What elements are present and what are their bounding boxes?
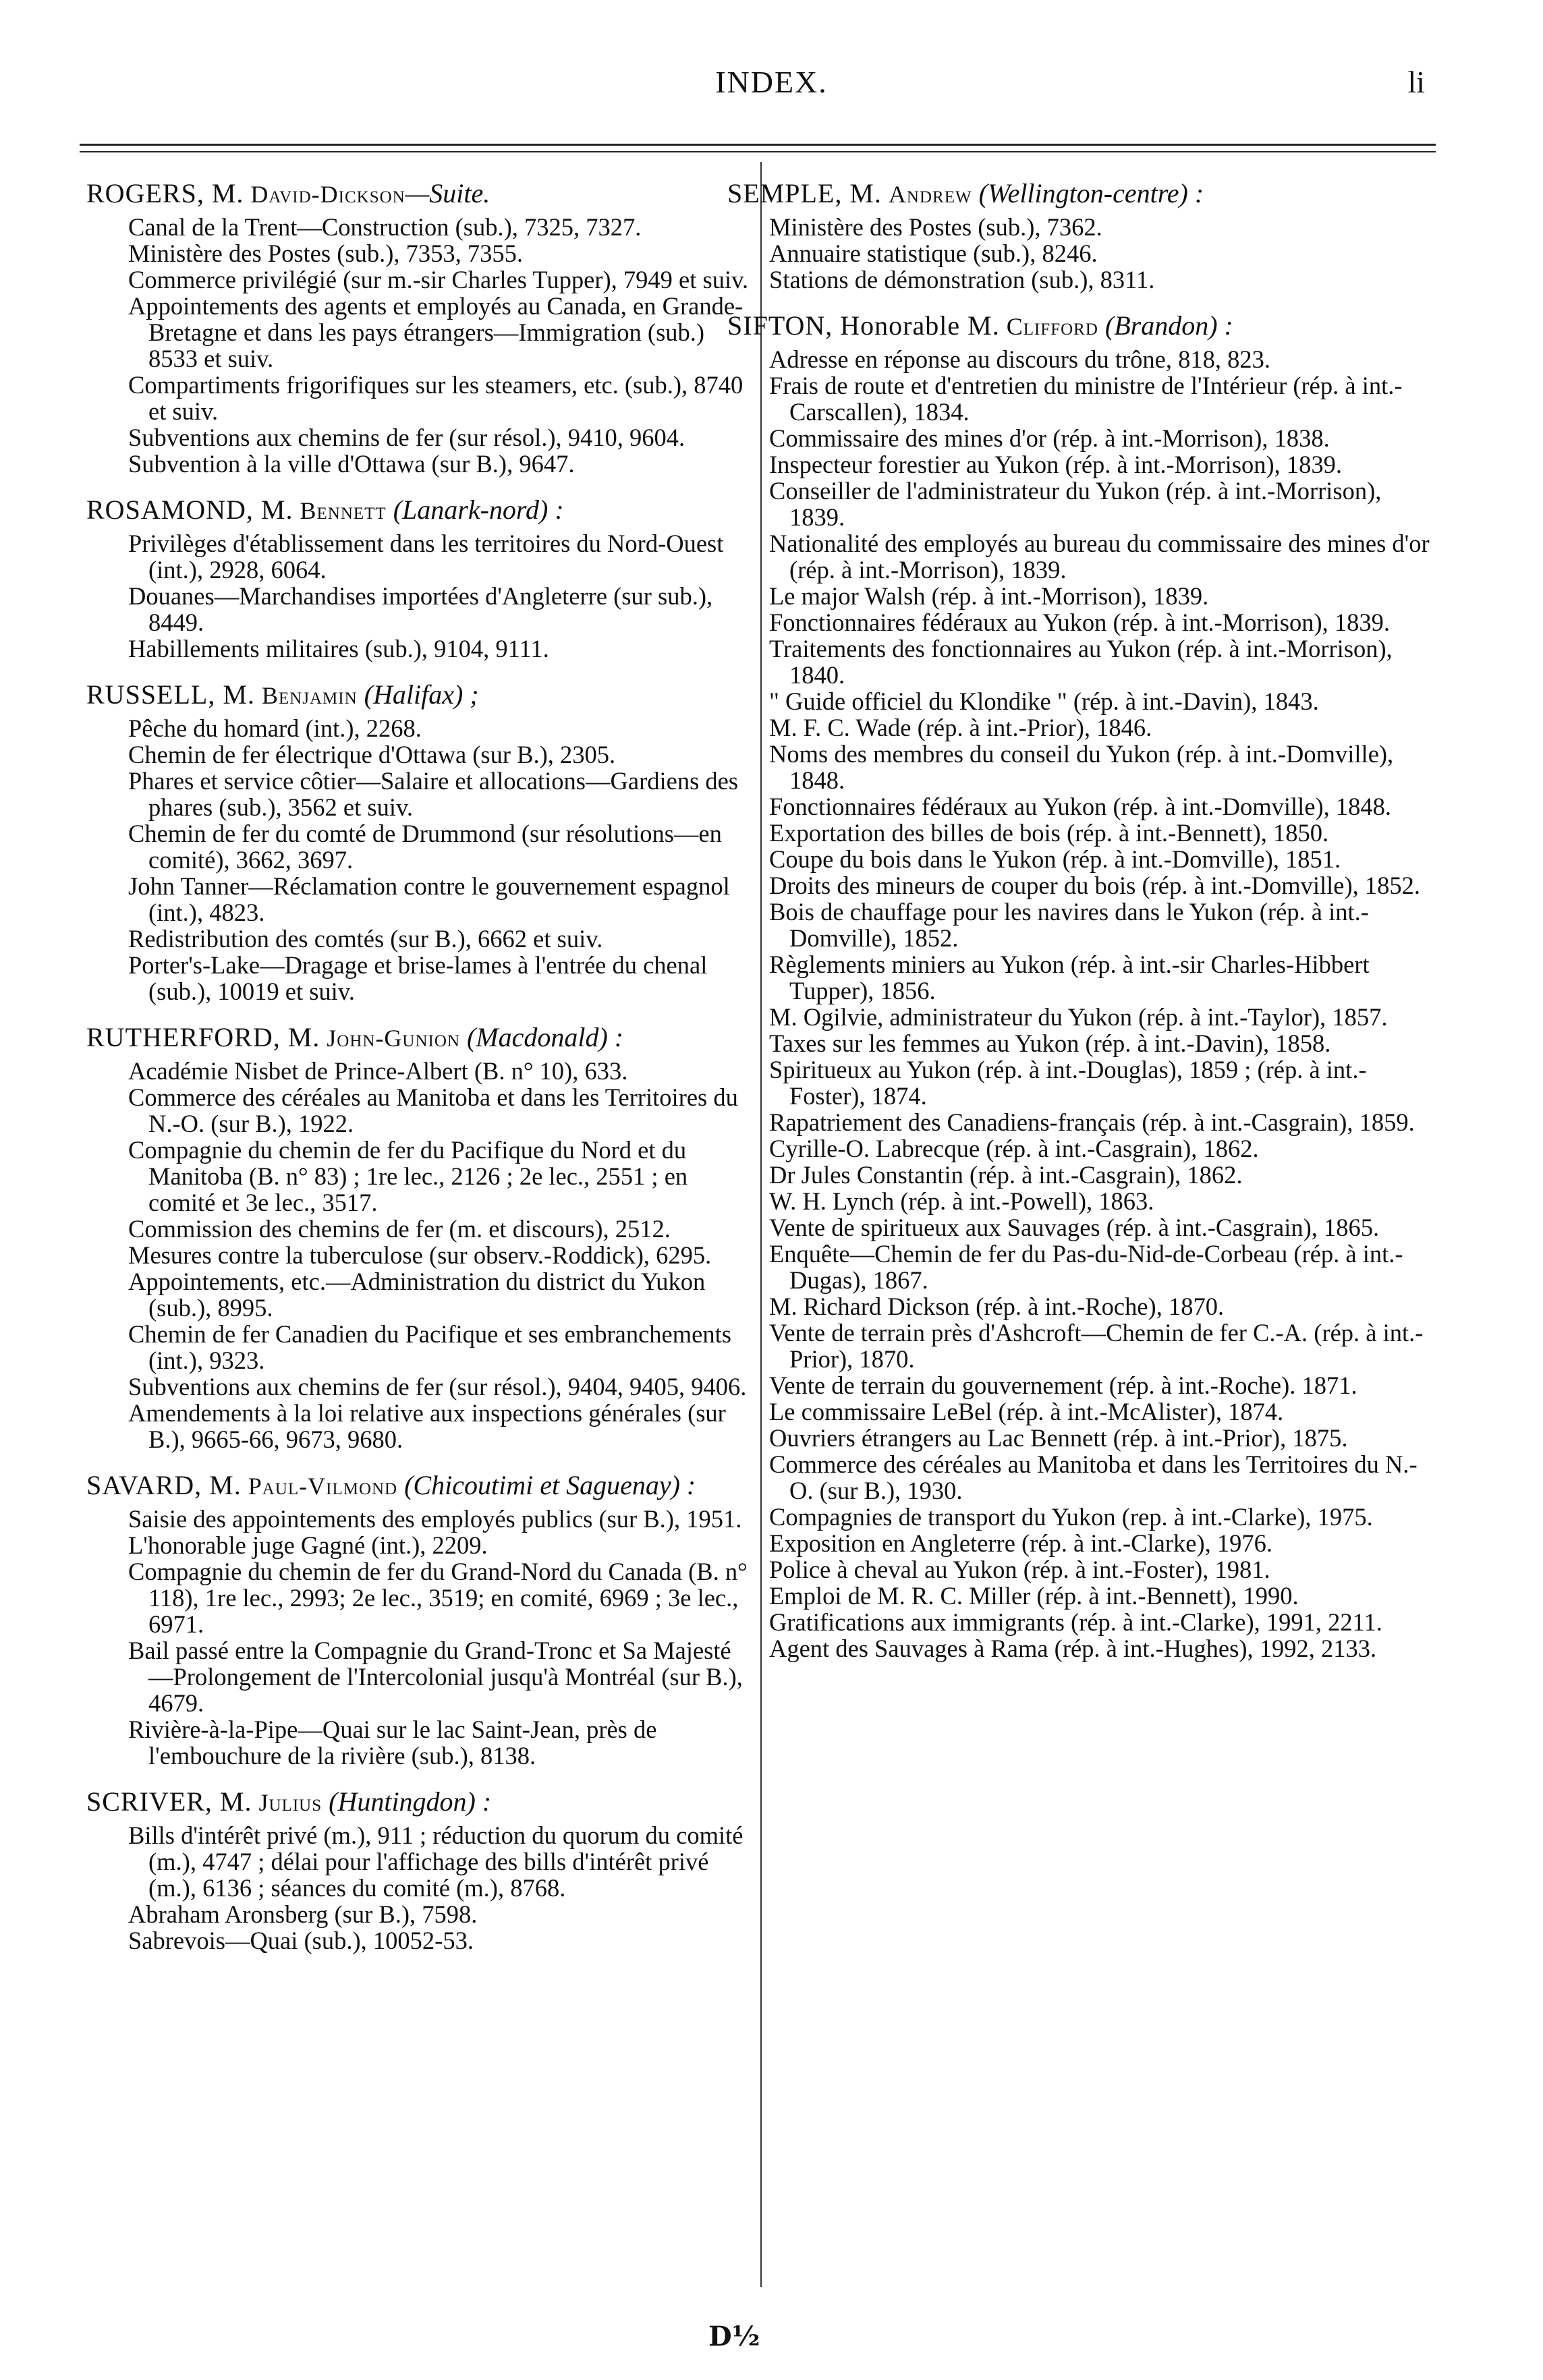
entry-given-name: Clifford (1006, 313, 1098, 340)
page-header (0, 64, 1543, 118)
entry-heading (86, 678, 752, 712)
index-item: Commerce des céréales au Manitoba et dans les Territoires du N.-O. (sur B.), 1930. (769, 1450, 1418, 1504)
index-entry (86, 177, 752, 478)
entry-riding: (Huntingdon) : (322, 1786, 492, 1817)
index-entry (86, 1785, 752, 1954)
index-entry (727, 177, 1430, 293)
entry-surname: ROGERS, M. (86, 178, 244, 208)
index-item: Exportation des billes de bois (rép. à int.-Bennett), 1850. (769, 819, 1329, 847)
entry-riding: (Chicoutimi et Saguenay) : (397, 1470, 696, 1500)
header-rule-top (80, 144, 1436, 146)
index-item: L'honorable juge Gagné (int.), 2209. (128, 1531, 488, 1559)
entry-given-name: Andrew (888, 181, 972, 208)
index-item: Commission des chemins de fer (m. et discours), 2512. (128, 1215, 671, 1243)
index-item: Amendements à la loi relative aux inspections générales (sur B.), 9665-66, 9673, 9680. (128, 1399, 726, 1453)
index-item: Chemin de fer électrique d'Ottawa (sur B.), 2305. (128, 741, 616, 768)
index-item: Droits des mineurs de couper du bois (rép. à int.-Domville), 1852. (769, 872, 1421, 899)
index-item: Compagnie du chemin de fer du Pacifique du Nord et du Manitoba (B. n° 83) ; 1re lec., 2126 ; 2e lec., 2551 ; en comité et 3e lec., 3517. (128, 1136, 688, 1216)
index-item: Commerce privilégié (sur m.-sir Charles Tupper), 7949 et suiv. (128, 266, 749, 293)
index-item: Bois de chauffage pour les navires dans le Yukon (rép. à int.-Domville), 1852. (769, 898, 1369, 952)
entry-riding: (Brandon) : (1098, 310, 1233, 341)
entry-given-name: Julius (258, 1789, 322, 1816)
entry-surname: RUSSELL, M. (86, 679, 255, 710)
entry-items (128, 214, 752, 477)
index-item: M. F. C. Wade (rép. à int.-Prior), 1846. (769, 714, 1152, 741)
index-item: Frais de route et d'entretien du ministre de l'Intérieur (rép. à int.-Carscallen), 1834. (769, 372, 1403, 426)
entry-given-name: Paul-Vilmond (248, 1473, 398, 1500)
entry-heading (86, 493, 752, 528)
index-item: Noms des membres du conseil du Yukon (rép. à int.-Domville), 1848. (769, 740, 1394, 794)
index-item: Ouvriers étrangers au Lac Bennett (rép. à int.-Prior), 1875. (769, 1424, 1348, 1452)
entry-riding: (Macdonald) : (459, 1022, 624, 1052)
index-item: M. Richard Dickson (rép. à int.-Roche), 1870. (769, 1293, 1225, 1320)
index-item: Redistribution des comtés (sur B.), 6662 et suiv. (128, 925, 603, 953)
entry-heading (86, 1021, 752, 1055)
entry-items (769, 346, 1430, 1662)
index-item: Porter's-Lake—Dragage et brise-lames à l'entrée du chenal (sub.), 10019 et suiv. (128, 951, 708, 1005)
index-item: Annuaire statistique (sub.), 8246. (769, 239, 1098, 267)
index-item: Subventions aux chemins de fer (sur résol.), 9410, 9604. (128, 424, 685, 451)
index-item: Conseiller de l'administrateur du Yukon (rép. à int.-Morrison), 1839. (769, 477, 1382, 531)
entry-surname: SIFTON, Honorable M. (727, 310, 1000, 341)
index-item: Gratifications aux immigrants (rép. à int.-Clarke), 1991, 2211. (769, 1608, 1382, 1636)
index-item: Académie Nisbet de Prince-Albert (B. n° 10), 633. (128, 1057, 628, 1085)
index-entry (86, 1021, 752, 1453)
right-column (727, 177, 1430, 1678)
entry-heading (86, 1469, 752, 1503)
index-item: Chemin de fer Canadien du Pacifique et ses embranchements (int.), 9323. (128, 1320, 731, 1374)
entry-surname: SEMPLE, M. (727, 178, 882, 208)
index-item: Abraham Aronsberg (sur B.), 7598. (128, 1900, 478, 1928)
index-item: Bail passé entre la Compagnie du Grand-Tronc et Sa Majesté—Prolongement de l'Intercolonial jusqu'à Montréal (sur B.), 4679. (128, 1637, 743, 1717)
entry-given-name: Bennett (300, 497, 387, 524)
index-item: Compartiments frigorifiques sur les steamers, etc. (sub.), 8740 et suiv. (128, 371, 744, 425)
entry-items (128, 1506, 752, 1769)
index-item: Fonctionnaires fédéraux au Yukon (rép. à int.-Morrison), 1839. (769, 608, 1391, 636)
page-number: li (1407, 65, 1425, 99)
index-item: Le major Walsh (rép. à int.-Morrison), 1839. (769, 582, 1209, 610)
index-item: Mesures contre la tuberculose (sur observ.-Roddick), 6295. (128, 1241, 712, 1269)
index-item: Enquête—Chemin de fer du Pas-du-Nid-de-Corbeau (rép. à int.-Dugas), 1867. (769, 1240, 1403, 1294)
index-item: W. H. Lynch (rép. à int.-Powell), 1863. (769, 1187, 1154, 1215)
page-title: INDEX. (715, 65, 828, 99)
index-item: Dr Jules Constantin (rép. à int.-Casgrain), 1862. (769, 1161, 1243, 1189)
index-item: Subventions aux chemins de fer (sur résol.), 9404, 9405, 9406. (128, 1373, 747, 1400)
entry-given-name: David-Dickson (250, 181, 405, 208)
index-item: Vente de terrain du gouvernement (rép. à int.-Roche). 1871. (769, 1371, 1357, 1399)
entry-items (128, 530, 752, 662)
index-item: Rapatriement des Canadiens-français (rép. à int.-Casgrain), 1859. (769, 1108, 1415, 1136)
entry-surname: SAVARD, M. (86, 1470, 242, 1500)
entry-surname: RUTHERFORD, M. (86, 1022, 320, 1052)
index-item: Ministère des Postes (sub.), 7362. (769, 213, 1102, 241)
index-item: Ministère des Postes (sub.), 7353, 7355. (128, 239, 523, 267)
index-item: Appointements des agents et employés au Canada, en Grande-Bretagne et dans les pays étrangers—Immigration (sub.) 8533 et suiv. (128, 292, 744, 372)
index-item: M. Ogilvie, administrateur du Yukon (rép. à int.-Taylor), 1857. (769, 1003, 1388, 1031)
entry-given-name: John-Gunion (327, 1025, 460, 1052)
entry-items (769, 214, 1430, 293)
index-entry (86, 493, 752, 662)
index-item: " Guide officiel du Klondike " (rép. à int.-Davin), 1843. (769, 687, 1319, 715)
index-item: Compagnie du chemin de fer du Grand-Nord du Canada (B. n° 118), 1re lec., 2993; 2e lec., 3519; en comité, 6969 ; 3e lec., 6971. (128, 1558, 748, 1638)
index-item: Emploi de M. R. C. Miller (rép. à int.-Bennett), 1990. (769, 1582, 1299, 1610)
signature-mark: D½ (708, 2321, 760, 2352)
index-item: Canal de la Trent—Construction (sub.), 7325, 7327. (128, 213, 642, 241)
left-column (86, 177, 752, 1970)
entry-surname: ROSAMOND, M. (86, 494, 293, 525)
index-item: Vente de spiritueux aux Sauvages (rép. à int.-Casgrain), 1865. (769, 1214, 1380, 1241)
entry-riding: (Lanark-nord) : (386, 494, 564, 525)
index-item: Inspecteur forestier au Yukon (rép. à int.-Morrison), 1839. (769, 451, 1343, 478)
index-item: Le commissaire LeBel (rép. à int.-McAlister), 1874. (769, 1398, 1284, 1425)
index-item: Stations de démonstration (sub.), 8311. (769, 266, 1155, 293)
index-item: Commerce des céréales au Manitoba et dans les Territoires du N.-O. (sur B.), 1922. (128, 1083, 738, 1137)
entry-items (128, 715, 752, 1004)
index-item: Subvention à la ville d'Ottawa (sur B.), 9647. (128, 450, 575, 478)
index-item: Phares et service côtier—Salaire et allocations—Gardiens des phares (sub.), 3562 et suiv. (128, 767, 739, 821)
index-item: Police à cheval au Yukon (rép. à int.-Foster), 1981. (769, 1556, 1270, 1583)
index-item: Coupe du bois dans le Yukon (rép. à int.-Domville), 1851. (769, 845, 1341, 873)
entry-items (128, 1058, 752, 1452)
entry-items (128, 1822, 752, 1954)
index-item: Commissaire des mines d'or (rép. à int.-Morrison), 1838. (769, 424, 1330, 452)
index-item: Fonctionnaires fédéraux au Yukon (rép. à int.-Domville), 1848. (769, 793, 1392, 820)
index-item: Bills d'intérêt privé (m.), 911 ; réduction du quorum du comité (m.), 4747 ; délai pour l'affichage des bills d'intérêt privé (m.), 6136 ; séances du comité (m.), 8768. (128, 1821, 744, 1902)
entry-riding: —Suite. (405, 178, 490, 208)
entry-heading (727, 177, 1430, 211)
column-divider (760, 162, 762, 2287)
header-rule-bottom (80, 151, 1436, 152)
index-item: Vente de terrain près d'Ashcroft—Chemin de fer C.-A. (rép. à int.-Prior), 1870. (769, 1319, 1424, 1373)
entry-heading (86, 177, 752, 211)
index-item: John Tanner—Réclamation contre le gouvernement espagnol (int.), 4823. (128, 872, 730, 926)
index-item: Saisie des appointements des employés publics (sur B.), 1951. (128, 1505, 742, 1533)
index-item: Chemin de fer du comté de Drummond (sur résolutions—en comité), 3662, 3697. (128, 820, 722, 874)
entry-riding: (Wellington-centre) : (972, 178, 1204, 208)
index-entry (86, 1469, 752, 1769)
index-item: Habillements militaires (sub.), 9104, 9111. (128, 635, 549, 662)
index-item: Spiritueux au Yukon (rép. à int.-Douglas), 1859 ; (rép. à int.-Foster), 1874. (769, 1056, 1367, 1110)
index-item: Exposition en Angleterre (rép. à int.-Clarke), 1976. (769, 1529, 1273, 1557)
entry-heading (727, 309, 1430, 343)
entry-surname: SCRIVER, M. (86, 1786, 252, 1817)
entry-heading (86, 1785, 752, 1819)
index-item: Rivière-à-la-Pipe—Quai sur le lac Saint-Jean, près de l'embouchure de la rivière (sub.), 8138. (128, 1716, 657, 1769)
index-item: Privilèges d'établissement dans les territoires du Nord-Ouest (int.), 2928, 6064. (128, 530, 724, 584)
index-item: Traitements des fonctionnaires au Yukon (rép. à int.-Morrison), 1840. (769, 635, 1393, 689)
index-item: Taxes sur les femmes au Yukon (rép. à int.-Davin), 1858. (769, 1029, 1331, 1057)
index-item: Adresse en réponse au discours du trône, 818, 823. (769, 345, 1271, 373)
index-item: Règlements miniers au Yukon (rép. à int.-sir Charles-Hibbert Tupper), 1856. (769, 951, 1370, 1004)
entry-given-name: Benjamin (261, 682, 358, 709)
index-item: Agent des Sauvages à Rama (rép. à int.-Hughes), 1992, 2133. (769, 1635, 1377, 1662)
index-item: Appointements, etc.—Administration du district du Yukon (sub.), 8995. (128, 1268, 706, 1322)
index-item: Nationalité des employés au bureau du commissaire des mines d'or (rép. à int.-Morrison), 1839. (769, 530, 1430, 584)
index-item: Douanes—Marchandises importées d'Angleterre (sur sub.), 8449. (128, 582, 713, 636)
entry-riding: (Halifax) ; (357, 679, 479, 710)
index-item: Compagnies de transport du Yukon (rep. à int.-Clarke), 1975. (769, 1503, 1373, 1531)
index-entry (727, 309, 1430, 1662)
index-item: Pêche du homard (int.), 2268. (128, 714, 422, 742)
index-item: Sabrevois—Quai (sub.), 10052-53. (128, 1927, 474, 1954)
index-entry (86, 678, 752, 1005)
index-item: Cyrille-O. Labrecque (rép. à int.-Casgrain), 1862. (769, 1135, 1259, 1162)
